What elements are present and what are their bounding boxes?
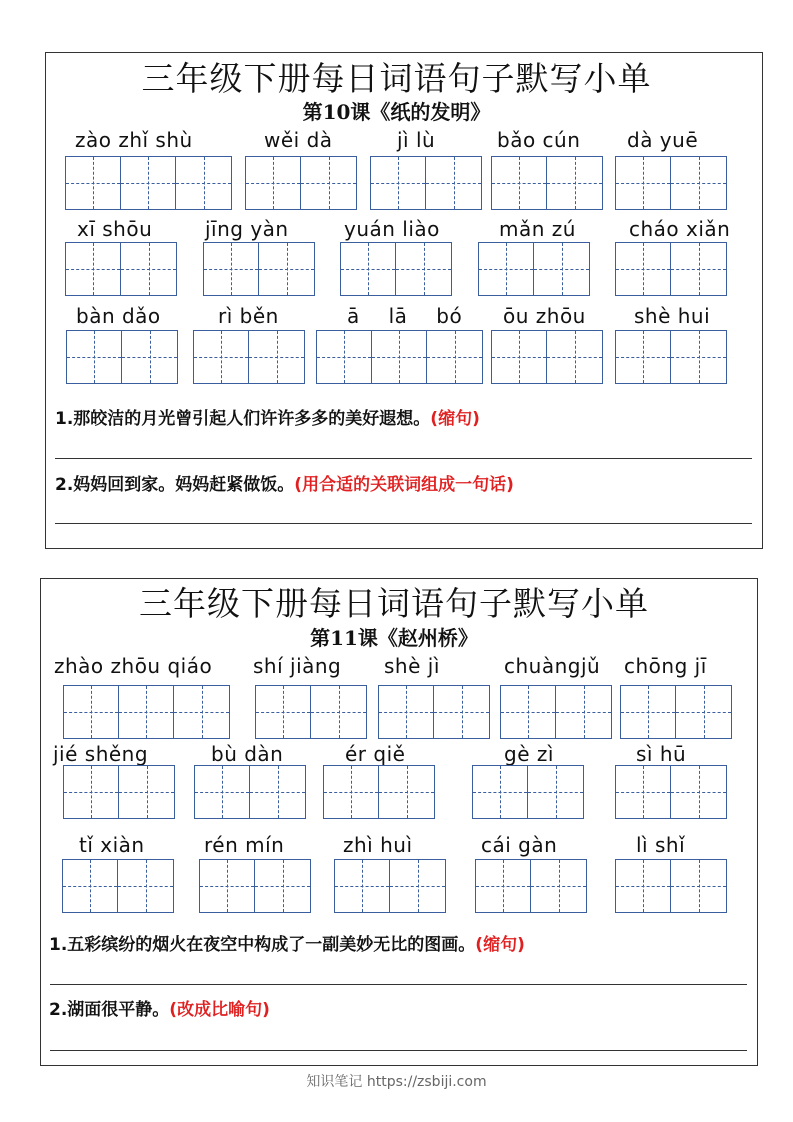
character-cell[interactable] (249, 331, 304, 383)
question-tag: (缩句) (430, 409, 480, 429)
character-cell[interactable] (122, 331, 177, 383)
pinyin-label: chuàngjǔ (504, 654, 601, 678)
character-cell[interactable] (671, 766, 726, 818)
writing-grid[interactable] (370, 156, 482, 210)
lesson-title: 第11课《赵州桥》 (310, 626, 478, 650)
writing-grid[interactable] (620, 685, 732, 739)
character-cell[interactable] (67, 331, 122, 383)
pinyin-label: yuán liào (344, 217, 440, 241)
pinyin-label: ā lā bó (347, 304, 463, 328)
character-cell[interactable] (390, 860, 445, 912)
character-cell[interactable] (556, 686, 611, 738)
answer-line[interactable] (55, 458, 752, 459)
writing-grid[interactable] (62, 859, 174, 913)
character-cell[interactable] (121, 243, 176, 295)
pinyin-label: lì shǐ (636, 833, 686, 857)
writing-grid[interactable] (63, 765, 175, 819)
pinyin-label: bàn dǎo (76, 304, 161, 328)
writing-grid[interactable] (615, 330, 727, 384)
pinyin-label: xī shōu (77, 217, 153, 241)
character-cell[interactable] (246, 157, 301, 209)
writing-grid[interactable] (334, 859, 446, 913)
character-cell[interactable] (426, 157, 481, 209)
pinyin-label: ér qiě (345, 742, 406, 766)
character-cell[interactable] (676, 686, 731, 738)
character-cell[interactable] (118, 860, 173, 912)
character-cell[interactable] (335, 860, 390, 912)
character-cell[interactable] (616, 157, 671, 209)
character-cell[interactable] (616, 243, 671, 295)
writing-grid[interactable] (203, 242, 315, 296)
character-cell[interactable] (119, 686, 174, 738)
writing-grid[interactable] (475, 859, 587, 913)
question-1: 1.那皎洁的月光曾引起人们许许多多的美好遐想。(缩句) (55, 409, 480, 429)
character-cell[interactable] (250, 766, 305, 818)
pinyin-label: zhì huì (343, 833, 413, 857)
writing-grid[interactable] (65, 242, 177, 296)
pinyin-label: ōu zhōu (503, 304, 586, 328)
character-cell[interactable] (476, 860, 531, 912)
writing-grid[interactable] (615, 242, 727, 296)
pinyin-label: tǐ xiàn (79, 833, 145, 857)
pinyin-label: shè jì (384, 654, 440, 678)
character-cell[interactable] (379, 686, 434, 738)
writing-grid[interactable] (65, 156, 232, 210)
character-cell[interactable] (204, 243, 259, 295)
character-cell[interactable] (324, 766, 379, 818)
character-cell[interactable] (528, 766, 583, 818)
character-cell[interactable] (616, 766, 671, 818)
pinyin-label: cái gàn (481, 833, 558, 857)
writing-grid[interactable] (194, 765, 306, 819)
writing-grid[interactable] (615, 765, 727, 819)
writing-grid[interactable] (491, 330, 603, 384)
question-tag: (改成比喻句) (169, 1000, 270, 1020)
character-cell[interactable] (66, 157, 121, 209)
character-cell[interactable] (434, 686, 489, 738)
character-cell[interactable] (195, 766, 250, 818)
pinyin-label: jì lù (397, 128, 436, 152)
writing-grid[interactable] (615, 859, 727, 913)
character-cell[interactable] (396, 243, 451, 295)
character-cell[interactable] (66, 243, 121, 295)
writing-grid[interactable] (491, 156, 603, 210)
pinyin-label: zhào zhōu qiáo (54, 654, 213, 678)
pinyin-label: cháo xiǎn (629, 217, 731, 241)
worksheet-2 (40, 578, 758, 1066)
writing-grid[interactable] (66, 330, 178, 384)
character-cell[interactable] (63, 860, 118, 912)
pinyin-label: shí jiàng (253, 654, 342, 678)
character-cell[interactable] (671, 331, 726, 383)
character-cell[interactable] (301, 157, 356, 209)
writing-grid[interactable] (316, 330, 483, 384)
character-cell[interactable] (119, 766, 174, 818)
worksheet-title: 三年级下册每日词语句子默写小单 (141, 59, 652, 98)
writing-grid[interactable] (193, 330, 305, 384)
writing-grid[interactable] (255, 685, 367, 739)
character-cell[interactable] (473, 766, 528, 818)
character-cell[interactable] (427, 331, 482, 383)
writing-grid[interactable] (472, 765, 584, 819)
writing-grid[interactable] (63, 685, 230, 739)
question-1: 1.五彩缤纷的烟火在夜空中构成了一副美妙无比的图画。(缩句) (49, 935, 525, 955)
character-cell[interactable] (341, 243, 396, 295)
character-cell[interactable] (379, 766, 434, 818)
pinyin-label: gè zì (504, 742, 554, 766)
question-tag: (缩句) (475, 935, 525, 955)
character-cell[interactable] (492, 331, 547, 383)
character-cell[interactable] (501, 686, 556, 738)
pinyin-label: rén mín (204, 833, 285, 857)
writing-grid[interactable] (340, 242, 452, 296)
pinyin-label: bù dàn (211, 742, 284, 766)
character-cell[interactable] (372, 331, 427, 383)
lesson-title: 第10课《纸的发明》 (302, 100, 491, 124)
character-cell[interactable] (547, 157, 602, 209)
pinyin-label: wěi dà (264, 128, 333, 152)
pinyin-label: rì běn (218, 304, 279, 328)
writing-grid[interactable] (199, 859, 311, 913)
character-cell[interactable] (671, 243, 726, 295)
pinyin-label: dà yuē (627, 128, 699, 152)
character-cell[interactable] (492, 157, 547, 209)
character-cell[interactable] (547, 331, 602, 383)
pinyin-label: zào zhǐ shù (75, 128, 193, 152)
character-cell[interactable] (371, 157, 426, 209)
character-cell[interactable] (621, 686, 676, 738)
pinyin-label: sì hū (636, 742, 687, 766)
writing-grid[interactable] (478, 242, 590, 296)
character-cell[interactable] (174, 686, 229, 738)
pinyin-label: jīng yàn (205, 217, 289, 241)
question-tag: (用合适的关联词组成一句话) (294, 475, 514, 495)
writing-grid[interactable] (378, 685, 490, 739)
character-cell[interactable] (200, 860, 255, 912)
writing-grid[interactable] (500, 685, 612, 739)
character-cell[interactable] (616, 860, 671, 912)
pinyin-label: bǎo cún (497, 128, 581, 152)
character-cell[interactable] (531, 860, 586, 912)
character-cell[interactable] (311, 686, 366, 738)
character-cell[interactable] (121, 157, 176, 209)
answer-line[interactable] (50, 1050, 747, 1051)
character-cell[interactable] (259, 243, 314, 295)
character-cell[interactable] (256, 686, 311, 738)
question-2: 2.湖面很平静。(改成比喻句) (49, 1000, 270, 1020)
writing-grid[interactable] (615, 156, 727, 210)
character-cell[interactable] (194, 331, 249, 383)
character-cell[interactable] (534, 243, 589, 295)
pinyin-label: mǎn zú (499, 217, 576, 241)
writing-grid[interactable] (323, 765, 435, 819)
character-cell[interactable] (317, 331, 372, 383)
footer-watermark: 知识笔记 https://zsbiji.com (306, 1074, 487, 1090)
character-cell[interactable] (671, 860, 726, 912)
writing-grid[interactable] (245, 156, 357, 210)
character-cell[interactable] (479, 243, 534, 295)
answer-line[interactable] (55, 523, 752, 524)
question-2: 2.妈妈回到家。妈妈赶紧做饭。(用合适的关联词组成一句话) (55, 475, 514, 495)
character-cell[interactable] (176, 157, 231, 209)
answer-line[interactable] (50, 984, 747, 985)
pinyin-label: chōng jī (624, 654, 707, 678)
character-cell[interactable] (671, 157, 726, 209)
character-cell[interactable] (255, 860, 310, 912)
character-cell[interactable] (616, 331, 671, 383)
worksheet-title: 三年级下册每日词语句子默写小单 (139, 584, 649, 623)
character-cell[interactable] (64, 686, 119, 738)
character-cell[interactable] (64, 766, 119, 818)
pinyin-label: shè hui (634, 304, 711, 328)
pinyin-label: jié shěng (53, 742, 149, 766)
